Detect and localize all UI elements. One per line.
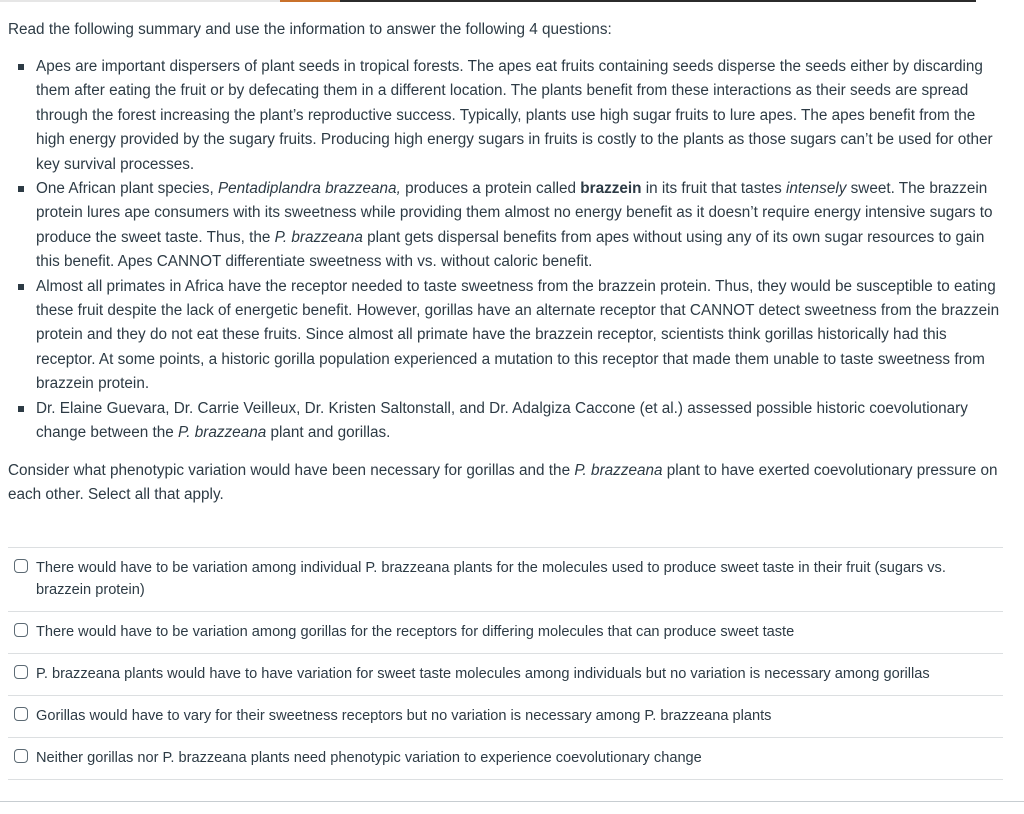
- answer-option-3[interactable]: [8, 654, 1003, 696]
- answer-option-2[interactable]: [8, 612, 1003, 654]
- species-name: P. brazzeana: [574, 462, 663, 479]
- summary-item-receptor: [36, 275, 1008, 397]
- summary-text: produces a protein called: [400, 180, 581, 198]
- answer-label: Gorillas would have to vary for their sweetness receptors but no variation is necessary among P. brazzeana plants: [36, 708, 772, 724]
- answer-label: There would have to be variation among individual P. brazzeana plants for the molecules used to produce sweet taste in their fruit (sugars vs. brazzein protein): [36, 560, 946, 598]
- species-name: P. brazzeana: [178, 424, 267, 442]
- answer-option-4[interactable]: [8, 696, 1003, 738]
- summary-text: One African plant species,: [36, 180, 218, 198]
- instructions-text: Read the following summary and use the information to answer the following 4 questions:: [8, 21, 612, 38]
- top-progress-bar: [0, 0, 1024, 2]
- answer-checkbox[interactable]: [14, 665, 28, 679]
- prompt-text: plant to have exerted coevolutionary pressure on each other. Select all that apply.: [8, 462, 998, 504]
- answer-checkbox[interactable]: [14, 623, 28, 637]
- answer-checkbox[interactable]: [14, 749, 28, 763]
- summary-text: Dr. Elaine Guevara, Dr. Carrie Veilleux, Dr. Kristen Saltonstall, and Dr. Adalgiza Caccone (et al.) assessed possible historic coevolutionary change between the: [36, 399, 968, 442]
- answer-checkbox[interactable]: [14, 559, 28, 573]
- prompt-text: Consider what phenotypic variation would have been necessary for gorillas and the: [8, 462, 575, 479]
- answer-options: [8, 547, 1003, 780]
- top-bar-dark-segment: [280, 0, 976, 2]
- summary-item-seed-dispersal: [36, 55, 1008, 177]
- summary-text: plant and gorillas.: [266, 424, 391, 442]
- question-prompt: [8, 459, 1008, 508]
- answer-option-5[interactable]: [8, 738, 1003, 780]
- answer-label: P. brazzeana plants would have to have variation for sweet taste molecules among individuals but no variation is necessary among gorillas: [36, 666, 930, 682]
- summary-item-researchers: [36, 397, 1008, 446]
- summary-item-brazzein: [36, 177, 1008, 275]
- answer-option-1[interactable]: [8, 548, 1003, 612]
- summary-text: sweet. The brazzein protein lures ape consumers with its sweetness while providing them almost no energy benefit as it doesn’t require energy intensive sugars to produce the sweet taste. Thus, the: [36, 180, 993, 246]
- answer-checkbox[interactable]: [14, 707, 28, 721]
- summary-text: Almost all primates in Africa have the receptor needed to taste sweetness from the brazzein protein. Thus, they would be susceptible to eating these fruit despite the lack of energetic benefit. However, gorillas have an alternate receptor that CANNOT detect sweetness from the brazzein protein and they do not eat these fruits. Since almost all primate have the brazzein receptor, scientists think gorillas historically had this receptor. At some points, a historic gorilla population experienced a mutation to this receptor that made them unable to taste sweetness from brazzein protein.: [36, 277, 1000, 393]
- summary-text: Apes are important dispersers of plant seeds in tropical forests. The apes eat fruits containing seeds disperse the seeds either by discarding them after eating the fruit or by defecating them in a different location. The plants benefit from these interactions as their seeds are spread through the forest increasing the plant’s reproductive success. Typically, plants use high sugar fruits to lure apes. The apes benefit from the high energy provided by the sugary fruits. Producing high energy sugars in fruits is costly to the plants as those sugars can’t be used for other key survival processes.: [36, 58, 993, 173]
- summary-text: plant gets dispersal benefits from apes without using any of its own sugar resources to gain this benefit. Apes CANNOT differentiate sweetness with vs. without caloric benefit.: [36, 228, 985, 271]
- summary-text: in its fruit that tastes: [641, 180, 786, 198]
- protein-name: brazzein: [580, 180, 642, 198]
- top-bar-accent-segment: [280, 0, 340, 2]
- emphasis-text: intensely: [786, 180, 847, 198]
- summary-list: [36, 55, 1008, 446]
- bottom-divider: [0, 801, 1024, 802]
- species-name: Pentadiplandra brazzeana,: [217, 180, 401, 198]
- species-name: P. brazzeana: [274, 228, 363, 246]
- answer-label: There would have to be variation among gorillas for the receptors for differing molecules that can produce sweet taste: [36, 624, 795, 640]
- answer-label: Neither gorillas nor P. brazzeana plants need phenotypic variation to experience coevolutionary change: [36, 750, 702, 766]
- top-bar-light-segment: [0, 0, 280, 2]
